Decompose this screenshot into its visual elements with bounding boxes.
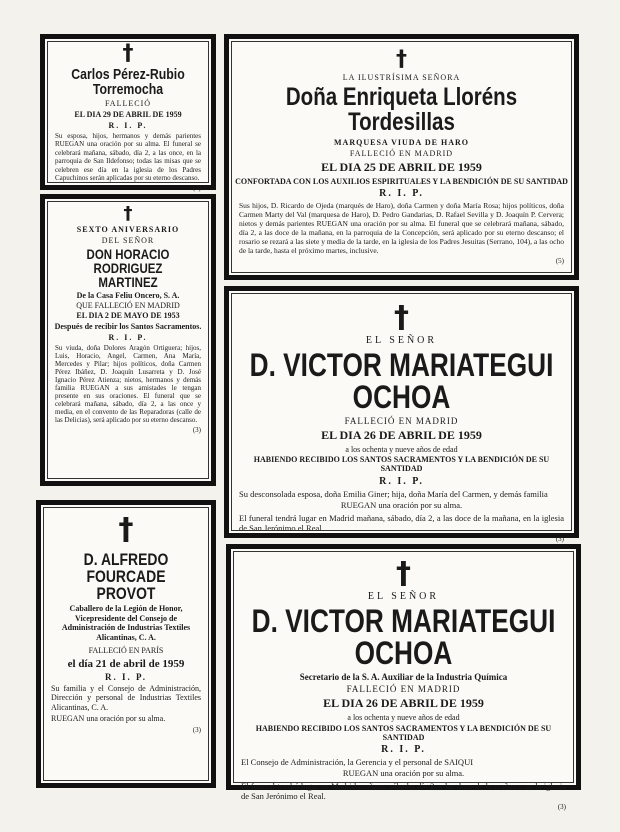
- fallecio-label: FALLECIÓ: [104, 99, 152, 108]
- fallecio-label: FALLECIÓ EN MADRID: [346, 684, 461, 695]
- company: De la Casa Feliu Oncero, S. A.: [76, 291, 180, 300]
- deceased-name: DON HORACIO RODRIGUEZ MARTINEZ: [86, 246, 170, 290]
- rip: R. I. P.: [108, 332, 148, 342]
- notice-number: (3): [192, 426, 201, 435]
- cross-icon: †: [396, 556, 411, 591]
- fallecio-label: FALLECIÓ EN MADRID: [349, 149, 454, 158]
- deceased-name: Doña Enriqueta Lloréns Tordesillas: [285, 83, 518, 136]
- funeral-details: El funeral tendrá lugar en Madrid mañana, sábado, día 2, a las doce de la mañana, en la iglesia de San Jerónimo el Real.: [241, 780, 566, 802]
- sacraments: CONFORTADA CON LOS AUXILIOS ESPIRITUALES Y LA BENDICIÓN DE SU SANTIDAD: [235, 177, 568, 186]
- funeral-details: El funeral tendrá lugar en Madrid mañana, sábado, día 2, a las doce de la mañana, en la iglesia de San Jerónimo el Real.: [239, 512, 564, 533]
- subtitle: MARQUESA VIUDA DE HARO: [334, 138, 469, 147]
- cross-icon: †: [122, 41, 134, 66]
- title-label: EL SEÑOR: [367, 591, 440, 602]
- rip: R. I. P.: [105, 671, 147, 682]
- obituary-mariategui-family: [224, 286, 579, 543]
- notice-body: Su viuda, doña Dolores Aragón Ortiguera; hijos, Luis, Horacio, Angel, Carmen, Ana María, Mercedes y Pilar; hijos políticos, doña Carmen Pérez Ibáñez, D. Joaquín Lusarreta y D. José Ignacio Pérez Atienza; nietos, hermanos y demás familia RUEGAN a sus amistades le tengan presente en sus oraciones. El funeral que se celebrará mañana, sábado, día 2, a las once y media, en el convento de las Reparadoras (calle de las Delicias), será aplicado por su eterno descanso.: [55, 343, 201, 425]
- rip: R. I. P.: [379, 188, 424, 200]
- notice-number: (3): [555, 534, 564, 543]
- death-date: EL DIA 29 DE ABRIL DE 1959: [74, 110, 182, 119]
- age: a los ochenta y nueve años de edad: [347, 713, 460, 723]
- sacraments: HABIENDO RECIBIDO LOS SANTOS SACRAMENTOS Y LA BENDICIÓN DE SU SANTIDAD: [255, 723, 552, 742]
- notice-body: Su esposa, hijos, hermanos y demás parientes RUEGAN una oración por su alma. El funeral se celebrará mañana, sábado, día 2, a las once, en la parroquia de San Ildefonso; todas las misas que se celebren ese día en la iglesia de los Padres Capuchinos serán aplicadas por su eterno descanso.: [55, 132, 201, 182]
- anniversary-label: SEXTO ANIVERSARIO: [76, 225, 180, 234]
- title-label: LA ILUSTRÍSIMA SEÑORA: [342, 73, 461, 82]
- cross-icon: †: [118, 512, 134, 547]
- rip: R. I. P.: [379, 475, 424, 487]
- death-date: EL DIA 2 DE MAYO DE 1953: [76, 311, 180, 321]
- sacraments: Después de recibir los Santos Sacramentos.: [54, 321, 202, 331]
- age: a los ochenta y nueve años de edad: [345, 445, 458, 454]
- notice-number: (3): [192, 725, 201, 734]
- notice-body: El Consejo de Administración, la Gerencia y el personal de SAIQUI: [241, 756, 474, 767]
- fallecio-label: FALLECIÓ EN PARÍS: [88, 646, 164, 656]
- death-date: EL DIA 25 DE ABRIL DE 1959: [321, 160, 482, 174]
- rip: R. I. P.: [381, 743, 426, 755]
- deceased-name: Carlos Pérez-Rubio Torremocha: [71, 66, 185, 98]
- death-date: el día 21 de abril de 1959: [67, 657, 185, 670]
- notice-number: (3): [192, 184, 201, 193]
- obituary-mariategui-saiqui: [226, 544, 581, 812]
- cross-icon: †: [396, 47, 407, 72]
- obituary-rodriguez-martinez: [40, 194, 216, 486]
- sacraments: HABIENDO RECIBIDO LOS SANTOS SACRAMENTOS Y LA BENDICIÓN DE SU SANTIDAD: [253, 455, 550, 474]
- fallecio-label: FALLECIÓ EN MADRID: [344, 416, 459, 426]
- cross-icon: †: [394, 300, 409, 335]
- ruegan-line: RUEGAN una oración por su alma.: [340, 499, 463, 510]
- ruegan-line: RUEGAN una oración por su alma.: [51, 714, 166, 724]
- obituary-llorens-tordesillas: [224, 34, 579, 280]
- notice-body: Sus hijos, D. Ricardo de Ojeda (marqués de Haro), doña Carmen y doña María Rosa; hijos políticos, doña Carmen Marty del Val (marquesa de Haro), D. Pedro Gandarias, D. Rafael Sevilla y D. Joaquín P. Cervera; nietos y demás parientes RUEGAN una oración por su alma. El funeral que se celebrará mañana, sábado, día 2, a las doce de la mañana, en la parroquia de la Concepción, será aplicado por su eterno descanso; el rosario se rezará a las siete y media de la tarde, en la iglesia de los Padres Jesuitas (Serrano, 104), a las ocho de la tarde, hasta el próximo martes, inclusive.: [239, 201, 564, 256]
- notice-number: (5): [555, 257, 564, 266]
- obituary-fourcade-provot: [36, 500, 216, 788]
- role: Secretario de la S. A. Auxiliar de la Industria Química: [299, 672, 508, 682]
- cross-icon: †: [123, 203, 133, 224]
- notice-body: Su familia y el Consejo de Administración, Dirección y personal de Industrias Textiles Alicantinas, C. A.: [51, 683, 201, 712]
- title-label: EL SEÑOR: [365, 335, 438, 346]
- deceased-name: D. VICTOR MARIATEGUI OCHOA: [249, 347, 554, 415]
- ruegan-line: RUEGAN una oración por su alma.: [342, 768, 465, 779]
- del-senor-label: DEL SEÑOR: [101, 236, 155, 245]
- death-date: EL DIA 26 DE ABRIL DE 1959: [323, 696, 484, 711]
- titles: Caballero de la Legión de Honor, Vicepresidente del Consejo de Administración de Industrias Textiles Alicantinas, C. A.: [61, 604, 191, 642]
- notice-body: Su desconsolada esposa, doña Emilia Giner; hija, doña María del Carmen, y demás familia: [239, 488, 548, 499]
- notice-number: (3): [557, 803, 566, 812]
- deceased-name: D. ALFREDO FOURCADE PROVOT: [83, 550, 169, 603]
- obituary-perez-rubio: [40, 34, 216, 193]
- deceased-name: D. VICTOR MARIATEGUI OCHOA: [251, 603, 556, 671]
- fallecio-label: QUE FALLECIÓ EN MADRID: [76, 301, 180, 311]
- death-date: EL DIA 26 DE ABRIL DE 1959: [321, 428, 482, 442]
- rip: R. I. P.: [108, 121, 148, 130]
